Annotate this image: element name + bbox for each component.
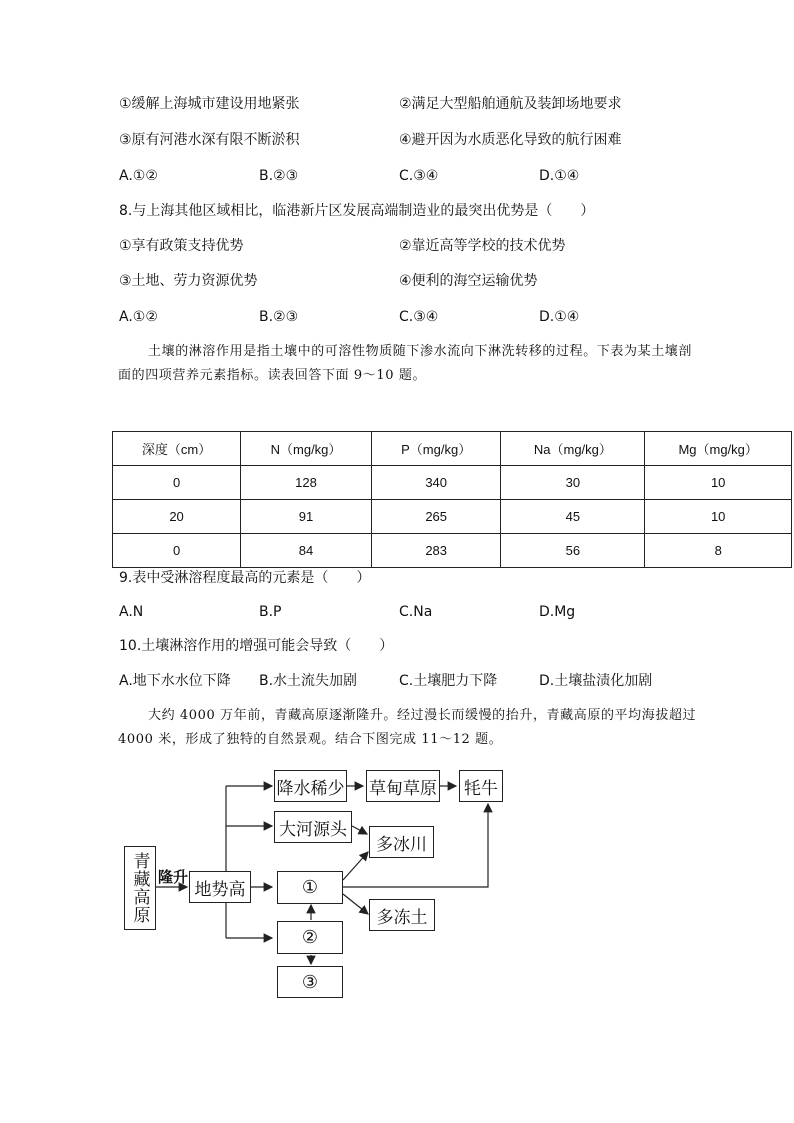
q8-option-a[interactable]: A.①② [119,309,158,325]
table-header-na: Na（mg/kg） [501,432,645,466]
q8-statement-1: ①享有政策支持优势 [119,238,244,254]
q10-option-b[interactable]: B.水土流失加剧 [259,673,358,689]
glaciers-box: 多冰川 [369,826,434,858]
high-terrain-box: 地势高 [189,871,251,903]
table-header-mg: Mg（mg/kg） [645,432,792,466]
table-cell: 340 [371,466,500,500]
q8-option-c[interactable]: C.③④ [399,309,439,325]
meadow-box: 草甸草原 [366,770,440,802]
box-2: ② [277,921,343,954]
q9-stem: 9.表中受淋溶程度最高的元素是（ ） [119,570,371,586]
q7-statement-3: ③原有河港水深有限不断淤积 [119,132,300,148]
table-cell: 20 [113,500,241,534]
table-cell: 8 [645,534,792,568]
table-header-depth: 深度（cm） [113,432,241,466]
table-header-p: P（mg/kg） [371,432,500,466]
table-cell: 91 [241,500,372,534]
uplift-label: 隆升 [158,868,189,886]
q7-option-d[interactable]: D.①④ [539,168,580,184]
table-cell: 283 [371,534,500,568]
q10-option-d[interactable]: D.土壤盐渍化加剧 [539,673,653,689]
yak-box: 牦牛 [459,770,503,802]
table-cell: 30 [501,466,645,500]
permafrost-box: 多冻土 [369,899,435,931]
q7-statement-2: ②满足大型船舶通航及装卸场地要求 [399,96,622,112]
q9-option-c[interactable]: C.Na [399,604,433,620]
q10-stem: 10.土壤淋溶作用的增强可能会导致（ ） [119,638,394,654]
intro-plateau-text: 大约 4000 万年前，青藏高原逐渐隆升。经过漫长而缓慢的抬升，青藏高原的平均海拔超过 4000 米，形成了独特的自然景观。结合下图完成 11～12 题。 [118,708,697,747]
q9-option-b[interactable]: B.P [259,604,282,620]
q8-statement-3: ③土地、劳力资源优势 [119,273,258,289]
table-header-n: N（mg/kg） [241,432,372,466]
plateau-box: 青藏高原 [124,846,156,930]
q9-option-a[interactable]: A.N [119,604,144,620]
q7-option-b[interactable]: B.②③ [259,168,299,184]
box-1: ① [277,871,343,904]
intro-leaching-text: 土壤的淋溶作用是指土壤中的可溶性物质随下渗水流向下淋洗转移的过程。下表为某土壤剖面的四项营养元素指标。读表回答下面 9～10 题。 [118,344,693,383]
q7-option-a[interactable]: A.①② [119,168,158,184]
table-cell: 0 [113,466,241,500]
table-cell: 0 [113,534,241,568]
table-cell: 10 [645,500,792,534]
table-cell: 56 [501,534,645,568]
q8-stem: 8.与上海其他区域相比，临港新片区发展高端制造业的最突出优势是（ ） [119,203,595,219]
q10-option-c[interactable]: C.土壤肥力下降 [399,673,498,689]
river-source-box: 大河源头 [274,811,352,843]
table-cell: 45 [501,500,645,534]
q7-statement-1: ①缓解上海城市建设用地紧张 [119,96,300,112]
box-3: ③ [277,966,343,998]
table-cell: 265 [371,500,500,534]
q8-statement-2: ②靠近高等学校的技术优势 [399,238,566,254]
q8-option-d[interactable]: D.①④ [539,309,580,325]
table-cell: 10 [645,466,792,500]
q8-option-b[interactable]: B.②③ [259,309,299,325]
less-rain-box: 降水稀少 [274,770,347,802]
q10-option-a[interactable]: A.地下水水位下降 [119,673,231,689]
q7-option-c[interactable]: C.③④ [399,168,439,184]
table-cell: 128 [241,466,372,500]
q9-option-d[interactable]: D.Mg [539,604,576,620]
q7-statement-4: ④避开因为水质恶化导致的航行困难 [399,132,622,148]
table-cell: 84 [241,534,372,568]
q8-statement-4: ④便利的海空运输优势 [399,273,538,289]
